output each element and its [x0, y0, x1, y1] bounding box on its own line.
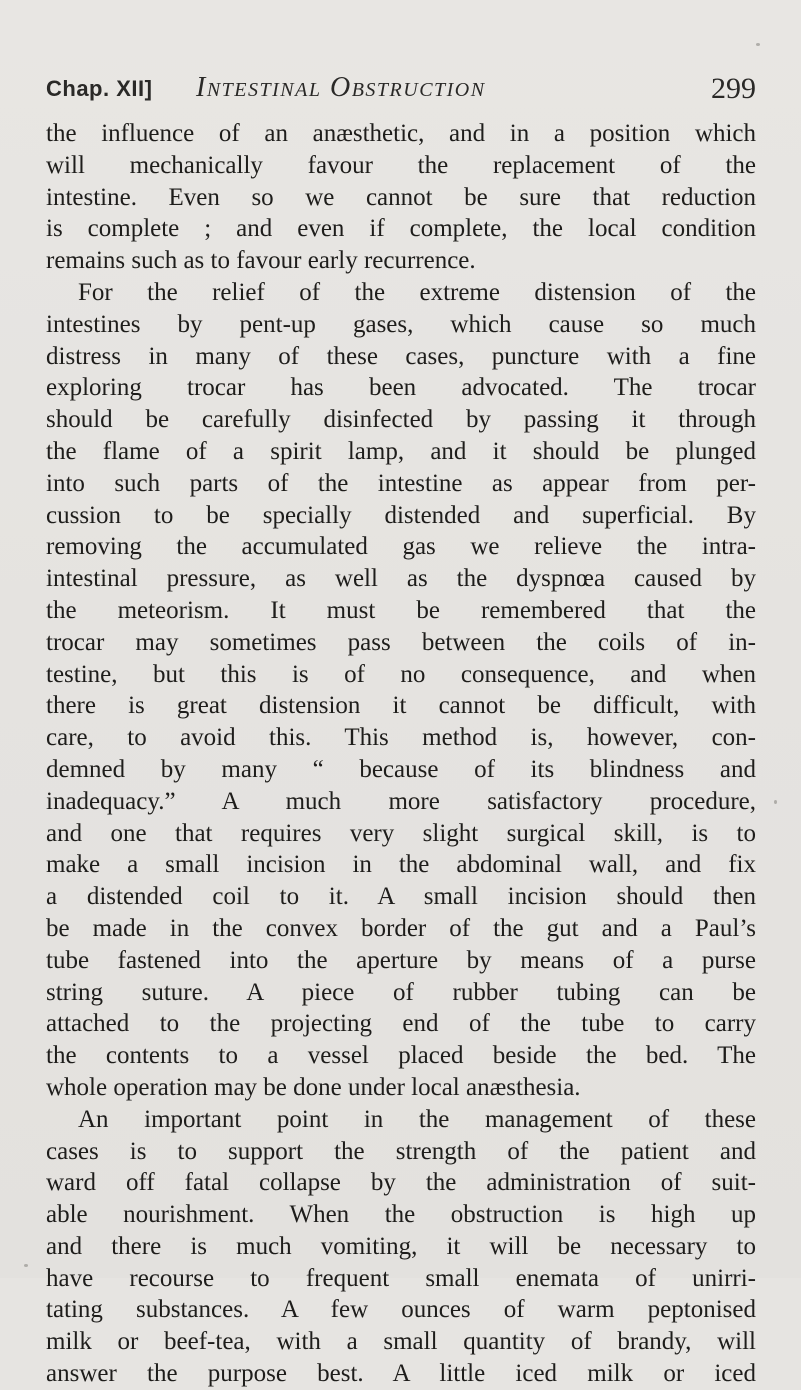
- text-line: there is great distension it cannot be difficult, with: [46, 692, 756, 720]
- text-line: demned by many “ because of its blindness and: [46, 755, 756, 783]
- text-line: into such parts of the intestine as appear from per-: [46, 469, 756, 497]
- text-line: the influence of an anæsthetic, and in a position which: [46, 120, 756, 147]
- text-line: should be carefully disinfected by passing it through: [46, 406, 756, 434]
- text-line: able nourishment. When the obstruction is high up: [46, 1201, 756, 1229]
- text-line: the contents to a vessel placed beside the bed. The: [46, 1042, 756, 1070]
- text-line: make a small incision in the abdominal wall, and fix: [46, 851, 756, 879]
- text-line: testine, but this is of no consequence, and when: [46, 660, 756, 688]
- running-head: [46, 72, 756, 112]
- text-line: string suture. A piece of rubber tubing can be: [46, 978, 756, 1006]
- text-line: intestines by pent-up gases, which cause so much: [46, 310, 756, 338]
- text-line: exploring trocar has been advocated. The trocar: [46, 374, 756, 402]
- chapter-label: Chap. XII]: [46, 76, 153, 101]
- paper-speck: [24, 1264, 28, 1267]
- text-line: trocar may sometimes pass between the coils of in-: [46, 628, 756, 656]
- text-line: answer the purpose best. A little iced milk or iced: [46, 1360, 756, 1388]
- body-text: [46, 118, 756, 1390]
- text-line: For the relief of the extreme distension of the: [78, 278, 756, 306]
- text-line: cussion to be specially distended and superficial. By: [46, 501, 756, 529]
- text-line: cases is to support the strength of the patient and: [46, 1137, 756, 1165]
- paper-speck: [774, 800, 777, 804]
- text-line: milk or beef-tea, with a small quantity of brandy, will: [46, 1328, 756, 1356]
- text-line: the flame of a spirit lamp, and it should be plunged: [46, 437, 756, 465]
- text-line: the meteorism. It must be remembered that the: [46, 596, 756, 624]
- text-line: will mechanically favour the replacement of the: [46, 151, 756, 179]
- running-title: Intestinal Obstruction: [196, 72, 486, 103]
- text-line: intestinal pressure, as well as the dyspnœa caused by: [46, 565, 756, 593]
- text-line: is complete ; and even if complete, the local condition: [46, 215, 756, 243]
- text-line: tating substances. A few ounces of warm peptonised: [46, 1296, 756, 1324]
- text-line: whole operation may be done under local anæsthesia.: [46, 1073, 581, 1101]
- text-line: intestine. Even so we cannot be sure that reduction: [46, 183, 756, 211]
- text-line: distress in many of these cases, puncture with a fine: [46, 342, 756, 370]
- text-line: tube fastened into the aperture by means of a purse: [46, 946, 756, 974]
- text-line: removing the accumulated gas we relieve the intra-: [46, 533, 756, 561]
- text-line: have recourse to frequent small enemata of unirri-: [46, 1264, 756, 1292]
- text-line: be made in the convex border of the gut and a Paul’s: [46, 914, 756, 942]
- text-line: attached to the projecting end of the tube to carry: [46, 1010, 756, 1038]
- text-line: care, to avoid this. This method is, however, con-: [46, 724, 756, 752]
- page-number: 299: [711, 72, 756, 105]
- text-line: and there is much vomiting, it will be necessary to: [46, 1232, 756, 1260]
- text-line: ward off fatal collapse by the administration of suit-: [46, 1169, 756, 1197]
- text-line: remains such as to favour early recurrence.: [46, 247, 476, 275]
- paper-speck: [756, 43, 760, 46]
- text-line: and one that requires very slight surgical skill, is to: [46, 819, 756, 847]
- text-line: a distended coil to it. A small incision should then: [46, 883, 756, 911]
- text-line: An important point in the management of these: [78, 1105, 756, 1133]
- text-line: inadequacy.” A much more satisfactory procedure,: [46, 787, 756, 815]
